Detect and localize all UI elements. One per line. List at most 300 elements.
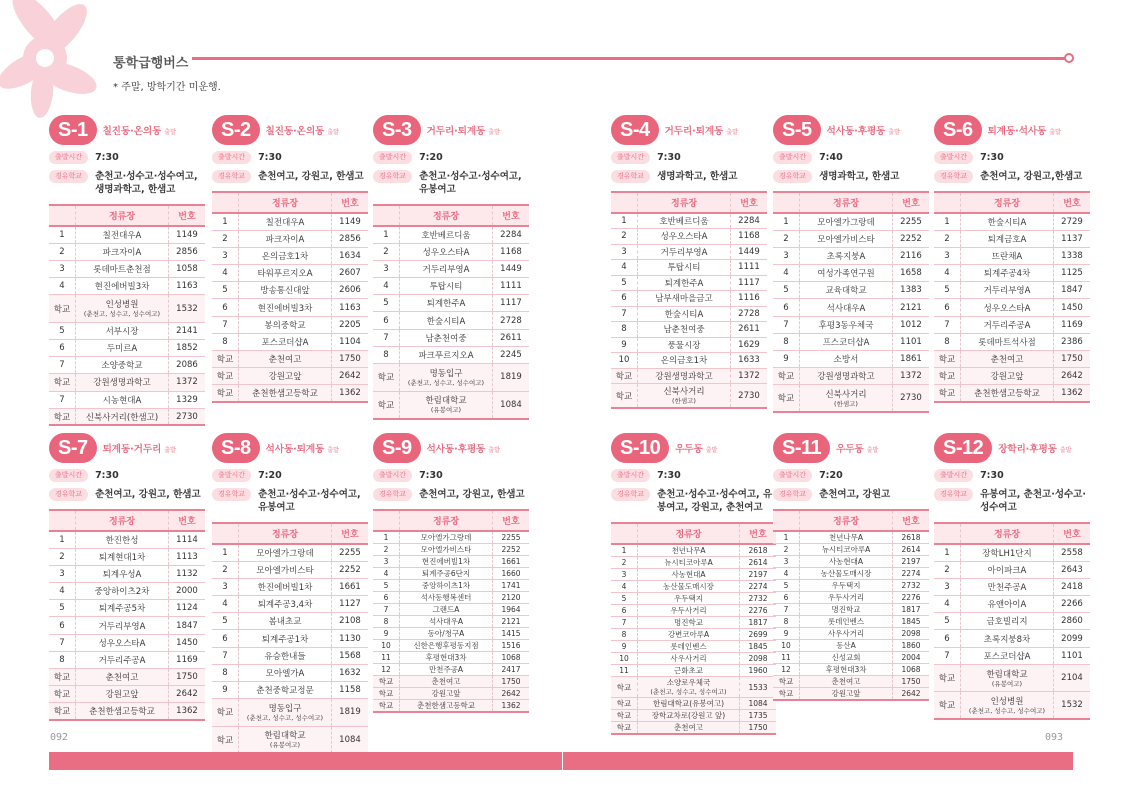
table-row xyxy=(773,592,929,604)
via-schools-row xyxy=(611,170,767,183)
stop-name-cell xyxy=(800,333,893,350)
via-schools-label: 경유학교 xyxy=(611,488,650,501)
stop-name: 모아엘가비스타 xyxy=(256,565,314,576)
stop-order: 2 xyxy=(373,544,400,556)
stop-order: 12 xyxy=(773,664,800,676)
stop-order: 3 xyxy=(934,578,961,595)
table-row xyxy=(373,243,529,260)
route-header xyxy=(934,433,1090,463)
stop-name-cell xyxy=(800,230,893,247)
stop-code: 1845 xyxy=(740,641,777,653)
stop-code: 1058 xyxy=(169,260,206,277)
table-row xyxy=(773,385,929,413)
stop-name-cell xyxy=(961,351,1054,368)
stop-code: 1629 xyxy=(731,337,768,353)
stop-order: 6 xyxy=(934,630,961,647)
stop-order: 6 xyxy=(773,299,800,316)
stop-order: 7 xyxy=(611,617,638,629)
col-stop: 정류장 xyxy=(638,192,731,213)
depart-time-row xyxy=(934,151,1090,164)
stop-note: (한샘고) xyxy=(834,399,858,408)
route-direction: 출발 xyxy=(705,447,718,454)
stop-name-cell xyxy=(800,604,893,616)
stop-name: 근화초교 xyxy=(674,666,703,675)
table-row xyxy=(212,299,368,316)
stop-code: 1084 xyxy=(740,698,777,710)
stop-code: 2606 xyxy=(332,282,369,299)
stop-code: 2614 xyxy=(893,544,930,556)
stop-order: 6 xyxy=(611,291,638,307)
route-direction: 출발 xyxy=(726,129,738,136)
route-direction: 출발 xyxy=(327,447,339,454)
table-row xyxy=(373,688,529,700)
via-schools-label: 경유학교 xyxy=(49,488,88,501)
table-row xyxy=(934,613,1090,630)
stop-order: 5 xyxy=(212,282,239,299)
route-badge: S-10 xyxy=(611,433,669,463)
stop-order: 학교 xyxy=(934,692,961,720)
col-stop: 정류장 xyxy=(239,192,332,213)
stop-name: 장학교차로(강원고 앞) xyxy=(651,711,726,720)
stop-code: 1750 xyxy=(493,676,530,688)
stop-name-cell xyxy=(76,339,169,356)
stop-name: 천년나무A xyxy=(671,546,706,555)
depart-time-row xyxy=(49,151,205,164)
stop-code: 2643 xyxy=(1054,561,1091,578)
table-row xyxy=(611,368,767,384)
stop-code: 1661 xyxy=(493,556,530,568)
stop-code: 1111 xyxy=(493,278,530,295)
stop-order: 학교 xyxy=(373,688,400,700)
table-row xyxy=(373,616,529,628)
depart-time-row xyxy=(611,469,776,482)
stop-order: 1 xyxy=(49,531,76,548)
stop-name-cell xyxy=(400,676,493,688)
table-row xyxy=(212,726,368,754)
stop-order: 4 xyxy=(373,568,400,580)
via-schools-value: 춘천여고, 강원고, 한샘고 xyxy=(419,489,525,500)
route-direction: 출발 xyxy=(1049,129,1061,136)
table-header-row xyxy=(373,205,529,226)
stop-code: 1127 xyxy=(332,596,369,613)
stop-name: 뜨란채A xyxy=(991,251,1023,262)
title-divider xyxy=(192,57,1067,60)
stop-name-cell xyxy=(800,556,893,568)
route-area-name: 퇴계동·석사동 xyxy=(987,126,1047,137)
route-area-name: 퇴계동·거두리 xyxy=(102,444,162,455)
stop-name: 소양중학교 xyxy=(101,361,143,372)
stop-code: 2730 xyxy=(731,384,768,409)
depart-time-row xyxy=(49,469,205,482)
stop-name-cell xyxy=(961,230,1054,247)
col-stop: 정류장 xyxy=(638,523,740,544)
stop-name: 뉴시티코아루A xyxy=(821,545,871,554)
stop-name: 춘천여고 xyxy=(674,723,703,732)
stop-name: 사농현대A xyxy=(828,557,864,566)
stop-code: 2732 xyxy=(740,593,777,605)
stop-name: 인성병원 xyxy=(990,696,1024,707)
stop-name: 모아엘가그랑데 xyxy=(817,217,875,228)
depart-time-label: 출발시간 xyxy=(611,151,650,164)
stop-code: 2732 xyxy=(893,580,930,592)
route-area xyxy=(665,123,738,137)
route-header xyxy=(373,115,529,145)
depart-time-value: 7:30 xyxy=(980,470,1004,481)
stop-code: 1817 xyxy=(893,604,930,616)
stop-name: 그랜드A xyxy=(432,605,460,614)
stop-order: 학교 xyxy=(373,364,400,392)
table-header-row xyxy=(49,205,205,226)
depart-time-row xyxy=(212,469,368,482)
stop-code: 1362 xyxy=(493,700,530,713)
stop-name: 인성병원 xyxy=(105,300,139,310)
stop-code: 1163 xyxy=(332,299,369,316)
table-row xyxy=(611,384,767,409)
table-row xyxy=(212,368,368,385)
stop-code: 1117 xyxy=(731,275,768,291)
col-code: 번호 xyxy=(1054,192,1091,213)
table-row xyxy=(773,664,929,676)
stop-name: 만천주공A xyxy=(987,582,1027,593)
stops-table xyxy=(212,191,368,403)
stop-name-cell xyxy=(638,544,740,557)
table-row xyxy=(49,391,205,408)
stop-name-cell xyxy=(961,561,1054,578)
stop-order: 8 xyxy=(611,629,638,641)
table-row xyxy=(611,710,776,722)
route-header xyxy=(773,433,929,463)
stop-code: 1852 xyxy=(169,339,206,356)
via-schools-value: 춘천여고, 강원고, 한샘고 xyxy=(95,489,201,500)
stop-code: 1101 xyxy=(1054,647,1091,664)
stop-order: 4 xyxy=(773,265,800,282)
col-code: 번호 xyxy=(493,205,530,226)
table-row xyxy=(773,213,929,230)
stop-code: 1372 xyxy=(169,374,206,391)
stop-order: 학교 xyxy=(934,368,961,385)
stop-name: 칠전대우A xyxy=(265,217,305,228)
via-schools-label: 경유학교 xyxy=(49,170,88,183)
stop-order: 7 xyxy=(934,647,961,664)
stop-name: 서부시장 xyxy=(105,326,139,337)
stop-order: 7 xyxy=(49,634,76,651)
via-schools-row xyxy=(212,170,368,183)
stop-note: (춘천고, 성수고, 성수여고) xyxy=(968,706,1046,715)
stop-name: 거두리부영A xyxy=(660,247,708,258)
stop-name-cell xyxy=(800,592,893,604)
depart-time-value: 7:30 xyxy=(657,470,681,481)
route-card xyxy=(934,433,1090,720)
table-row xyxy=(611,275,767,291)
stop-code: 1068 xyxy=(893,664,930,676)
table-row xyxy=(212,351,368,368)
stop-code: 1532 xyxy=(169,295,206,323)
stop-order: 5 xyxy=(934,282,961,299)
table-row xyxy=(49,686,205,703)
table-row xyxy=(212,613,368,630)
stop-name-cell xyxy=(961,613,1054,630)
stop-code: 1149 xyxy=(169,226,206,243)
stop-order: 5 xyxy=(49,322,76,339)
col-number xyxy=(49,205,76,226)
via-schools-value: 춘천고·성수고·성수여고, 유봉여고 xyxy=(419,171,522,195)
stop-name: 풍물시장 xyxy=(667,340,701,351)
route-header xyxy=(49,115,205,145)
stop-name: 강원고앞 xyxy=(990,372,1024,383)
via-schools-row xyxy=(49,488,205,501)
col-code: 번호 xyxy=(332,523,369,544)
table-row xyxy=(373,544,529,556)
stop-code: 1658 xyxy=(893,265,930,282)
col-number xyxy=(934,192,961,213)
stop-order: 10 xyxy=(611,653,638,665)
stop-order: 7 xyxy=(212,316,239,333)
route-badge: S-6 xyxy=(934,115,982,145)
stop-code: 1415 xyxy=(493,628,530,640)
depart-time-value: 7:20 xyxy=(258,470,282,481)
table-row xyxy=(773,333,929,350)
stop-name-cell xyxy=(239,682,332,699)
via-schools-label: 경유학교 xyxy=(934,170,973,183)
stop-order: 7 xyxy=(934,316,961,333)
stop-name: 춘천한샘고등학교 xyxy=(417,701,475,710)
stop-name: 금호빌리지 xyxy=(986,617,1028,628)
stop-order: 7 xyxy=(611,306,638,322)
via-schools-row xyxy=(934,488,1090,514)
route-direction: 출발 xyxy=(888,129,900,136)
stop-order: 1 xyxy=(49,226,76,243)
route-badge: S-5 xyxy=(773,115,821,145)
table-row xyxy=(373,652,529,664)
stop-order: 1 xyxy=(373,531,400,544)
stop-name-cell xyxy=(800,628,893,640)
stop-name: 남부새마을금고 xyxy=(655,294,713,305)
stop-order: 11 xyxy=(373,652,400,664)
stop-code: 1169 xyxy=(1054,316,1091,333)
col-stop: 정류장 xyxy=(800,192,893,213)
stop-order: 학교 xyxy=(934,351,961,368)
depart-time-label: 출발시간 xyxy=(373,151,412,164)
stops-table xyxy=(934,191,1090,403)
stop-order: 2 xyxy=(212,561,239,578)
stop-code: 2197 xyxy=(893,556,930,568)
table-row xyxy=(934,230,1090,247)
table-row xyxy=(373,391,529,419)
stop-order: 3 xyxy=(773,556,800,568)
table-row xyxy=(212,682,368,699)
stops-table xyxy=(373,204,529,420)
stop-name: 모아엘가그랑데 xyxy=(256,548,314,559)
route-card xyxy=(373,433,529,713)
stop-name-cell xyxy=(400,592,493,604)
table-row xyxy=(49,226,205,243)
stop-order: 7 xyxy=(373,329,400,346)
col-code: 번호 xyxy=(169,510,206,531)
stop-name-cell xyxy=(638,653,740,665)
stop-order: 5 xyxy=(934,613,961,630)
stop-code: 1847 xyxy=(169,617,206,634)
table-row xyxy=(373,278,529,295)
stop-name-cell xyxy=(400,628,493,640)
table-row xyxy=(934,282,1090,299)
stop-name-cell xyxy=(239,699,332,727)
stop-note: (춘천고, 성수고, 성수여고) xyxy=(650,688,727,696)
stop-name: 중앙하이츠1차 xyxy=(421,581,471,590)
stop-name-cell xyxy=(800,213,893,230)
stop-name-cell xyxy=(76,408,169,425)
via-schools-value: 춘천여고, 강원고,한샘고 xyxy=(980,171,1083,182)
stop-order: 6 xyxy=(212,299,239,316)
stop-code: 1163 xyxy=(169,278,206,295)
stop-name: 춘천한샘고등학교 xyxy=(89,707,155,718)
stop-name: 신한은행후평동지점 xyxy=(413,641,479,650)
stop-name: 신성교회 xyxy=(831,653,861,662)
stop-name-cell xyxy=(239,230,332,247)
table-row xyxy=(373,531,529,544)
stop-name: 투탑시티 xyxy=(429,282,463,293)
route-badge: S-8 xyxy=(212,433,260,463)
col-number xyxy=(773,192,800,213)
stop-name-cell xyxy=(638,569,740,581)
stop-order: 학교 xyxy=(773,688,800,701)
stop-order: 12 xyxy=(373,664,400,676)
depart-time-label: 출발시간 xyxy=(373,469,412,482)
stop-name: 천년나무A xyxy=(828,533,864,542)
stop-name-cell xyxy=(800,351,893,368)
stop-code: 1750 xyxy=(893,676,930,688)
col-code: 번호 xyxy=(740,523,777,544)
stop-order: 8 xyxy=(773,616,800,628)
route-area xyxy=(827,123,900,137)
stop-name-cell xyxy=(800,652,893,664)
stop-code: 1817 xyxy=(740,617,777,629)
stop-name-cell xyxy=(400,226,493,243)
route-direction: 출발 xyxy=(866,447,879,454)
stop-code: 1362 xyxy=(332,385,369,402)
route-badge: S-11 xyxy=(773,433,830,463)
stop-order: 학교 xyxy=(611,368,638,384)
table-row xyxy=(49,531,205,548)
stop-code: 2607 xyxy=(332,265,369,282)
stop-order: 학교 xyxy=(373,700,400,713)
stop-code: 1819 xyxy=(493,364,530,392)
via-schools-label: 경유학교 xyxy=(934,488,973,501)
stop-name-cell xyxy=(638,229,731,245)
stop-name: 신북사거리(한샘고) xyxy=(85,412,159,423)
stop-code: 2086 xyxy=(169,357,206,374)
stop-name: 강원생명과학고 xyxy=(93,378,151,389)
route-card xyxy=(373,115,529,420)
table-row xyxy=(611,653,776,665)
stop-name-cell xyxy=(400,688,493,700)
page-number-right: 093 xyxy=(1045,732,1064,743)
stop-order: 1 xyxy=(773,213,800,230)
stop-code: 1169 xyxy=(169,651,206,668)
table-row xyxy=(373,592,529,604)
stop-name: 모아엘가A xyxy=(265,668,305,679)
stop-name-cell xyxy=(961,316,1054,333)
stop-name: 포스코더샵A xyxy=(261,337,309,348)
stop-name: 유앤아이A xyxy=(987,600,1027,611)
stop-name-cell xyxy=(800,299,893,316)
table-row xyxy=(611,229,767,245)
stop-name-cell xyxy=(239,664,332,681)
stop-order: 2 xyxy=(611,229,638,245)
stop-name: 거두리주공A xyxy=(98,655,146,666)
table-row xyxy=(373,295,529,312)
stops-table xyxy=(49,204,205,426)
depart-time-value: 7:20 xyxy=(819,470,843,481)
stop-name-cell xyxy=(638,213,731,229)
stop-name: 퇴계금호A xyxy=(987,234,1027,245)
stop-name: 두미르A xyxy=(106,344,138,355)
stop-order: 3 xyxy=(49,565,76,582)
table-row xyxy=(49,703,205,720)
table-row xyxy=(373,664,529,676)
stop-name-cell xyxy=(76,295,169,323)
stop-code: 1634 xyxy=(332,247,369,264)
depart-time-label: 출발시간 xyxy=(934,151,973,164)
stop-name: 퇴계현대1차 xyxy=(98,552,146,563)
stop-code: 1084 xyxy=(332,726,369,754)
route-area-name: 석사동·후평동 xyxy=(826,126,886,137)
stop-code: 2611 xyxy=(731,322,768,338)
stop-name: 타워푸르지오A xyxy=(257,269,313,280)
stop-name-cell xyxy=(76,357,169,374)
stop-order: 5 xyxy=(773,580,800,592)
stop-name: 프스코더샵A xyxy=(822,337,870,348)
via-schools-label: 경유학교 xyxy=(212,170,251,183)
route-header xyxy=(773,115,929,145)
stop-name-cell xyxy=(76,374,169,391)
stop-name: 포스코더샵A xyxy=(983,651,1031,662)
stop-name-cell xyxy=(961,664,1054,692)
via-schools-row xyxy=(934,170,1090,183)
stop-code: 2252 xyxy=(893,230,930,247)
stop-name-cell xyxy=(239,333,332,350)
stop-code: 1568 xyxy=(332,647,369,664)
stop-name: 사농현대A xyxy=(671,570,706,579)
table-row xyxy=(611,665,776,677)
table-row xyxy=(773,568,929,580)
table-row xyxy=(773,688,929,701)
stop-order: 2 xyxy=(49,548,76,565)
stop-code: 2255 xyxy=(493,531,530,544)
stop-code: 2274 xyxy=(740,581,777,593)
stop-code: 2418 xyxy=(1054,578,1091,595)
stop-name-cell xyxy=(239,596,332,613)
stop-name-cell xyxy=(76,583,169,600)
stop-order: 3 xyxy=(212,578,239,595)
table-row xyxy=(212,561,368,578)
table-row xyxy=(934,299,1090,316)
stop-name-cell xyxy=(400,652,493,664)
table-row xyxy=(49,278,205,295)
stop-order: 7 xyxy=(773,604,800,616)
via-schools-value: 생명과학고, 한샘고 xyxy=(657,171,738,182)
stop-order: 6 xyxy=(49,339,76,356)
stop-name: 석사대우A xyxy=(428,617,464,626)
stop-order: 3 xyxy=(611,244,638,260)
col-number xyxy=(212,192,239,213)
table-row xyxy=(773,247,929,264)
route-card xyxy=(49,433,205,721)
col-number xyxy=(934,523,961,544)
stop-name-cell xyxy=(800,676,893,688)
stop-name-cell xyxy=(76,686,169,703)
col-stop: 정류장 xyxy=(961,192,1054,213)
stop-order: 3 xyxy=(934,247,961,264)
